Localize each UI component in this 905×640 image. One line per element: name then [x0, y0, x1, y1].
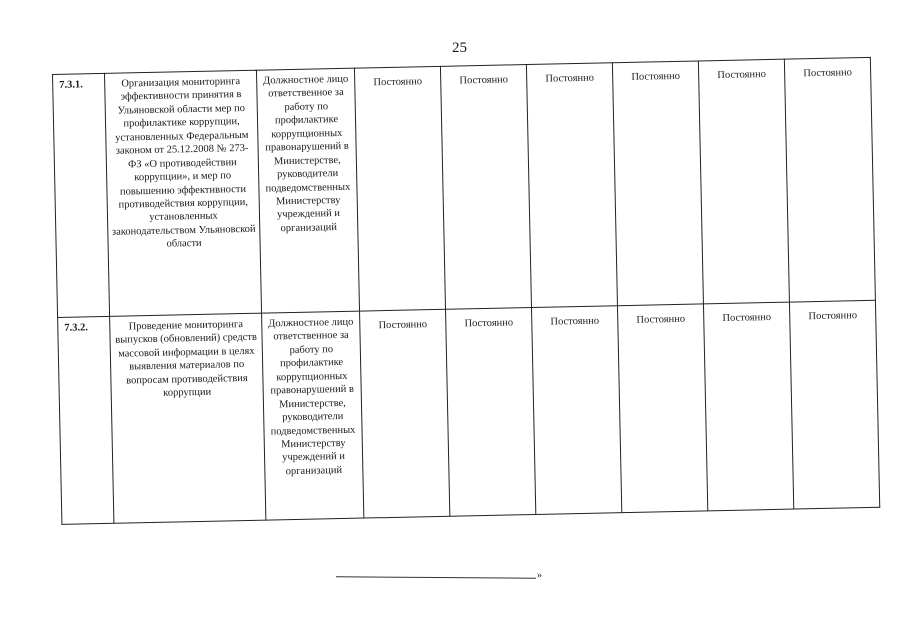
- responsible-party: Должностное лицо ответственное за работу по профилактике коррупционных правонарушений в Министерстве, руководители подведомственных Министерству учреждений и организаций: [256, 68, 359, 313]
- period-cell: Постоянно: [360, 309, 450, 518]
- period-cell: Постоянно: [698, 59, 789, 304]
- event-description: Организация мониторинга эффективности принятия в Ульяновской области мер по профилактике коррупции, установленных Федеральным законом от 25.12.2008 № 273-ФЗ «О противодействии коррупции», и мер по повышению эффективности противодействия коррупции, установленных законодательством Ульяновской области: [104, 70, 261, 316]
- row-number: 7.3.2.: [58, 316, 114, 524]
- period-cell: Постоянно: [526, 63, 617, 308]
- document-table-sheet: [52, 57, 879, 536]
- period-cell: Постоянно: [703, 302, 793, 511]
- row-number: 7.3.1.: [53, 73, 110, 317]
- page-number: 25: [452, 40, 467, 56]
- footer-rule: [336, 576, 536, 578]
- period-cell: Постоянно: [354, 66, 445, 311]
- period-cell: Постоянно: [531, 306, 621, 515]
- period-cell: Постоянно: [612, 61, 703, 306]
- period-cell: Постоянно: [440, 65, 531, 310]
- event-description: Проведение мониторинга выпусков (обновлений) средств массовой информации в целях выявления материалов по вопросам противодействия коррупции: [110, 313, 266, 523]
- footer-closing-quote: »: [537, 570, 542, 581]
- period-cell: Постоянно: [784, 57, 875, 302]
- table-row: [53, 57, 876, 317]
- responsible-party: Должностное лицо ответственное за работу по профилактике коррупционных правонарушений в Министерстве, руководители подведомственных Министерству учреждений и организаций: [262, 311, 364, 520]
- period-cell: Постоянно: [446, 308, 536, 517]
- period-cell: Постоянно: [617, 304, 707, 513]
- period-cell: Постоянно: [789, 300, 879, 509]
- activity-plan-table: [52, 57, 880, 525]
- table-row: [58, 300, 880, 524]
